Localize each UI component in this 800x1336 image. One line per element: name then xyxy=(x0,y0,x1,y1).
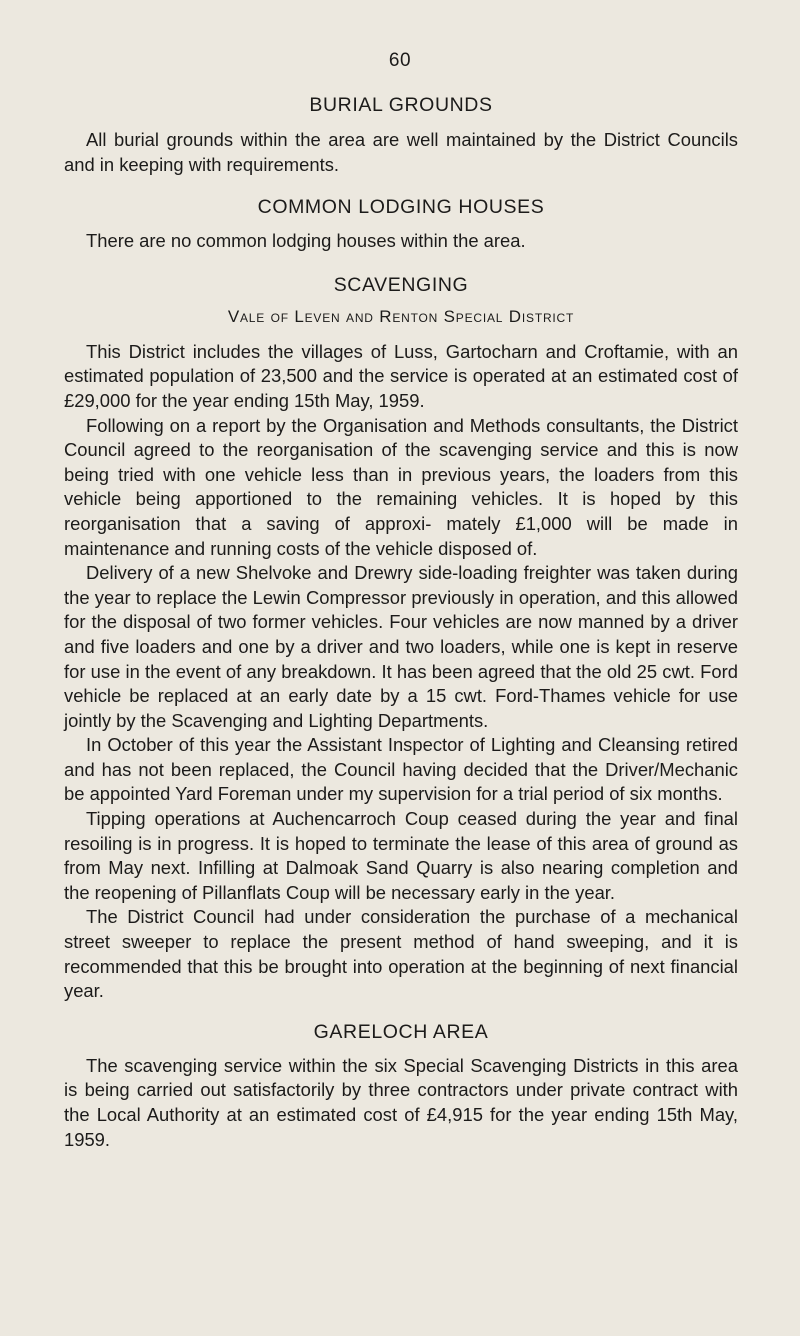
section-burial-grounds xyxy=(64,93,738,177)
paragraph: There are no common lodging houses within the area. xyxy=(86,230,526,252)
section-scavenging xyxy=(64,273,738,1004)
paragraph: In October of this year the Assistant Inspector of Lighting and Cleansing retired and has not been replaced, the Council having decided that the Driver/Mechanic be appointed Yard Foreman under my supervision for a trial period of six months. xyxy=(64,734,738,805)
paragraph: Tipping operations at Auchencarroch Coup ceased during the year and final resoiling is in progress. It is hoped to terminate the lease of this area of ground as from May next. Infilling at Dalmoak Sand Quarry is also nearing completion and the reopening of Pillanflats Coup will be necessary early in the year. xyxy=(64,808,738,903)
paragraph: The District Council had under consideration the purchase of a mechanical street sweeper to replace the present method of hand sweeping, and it is recommended that this be brought into operation at the beginning of next financial year. xyxy=(64,906,738,1002)
section-heading-gareloch-area: GARELOCH AREA xyxy=(313,1020,489,1043)
paragraph: This District includes the villages of Luss, Gartocharn and Croftamie, with an estimated population of 23,500 and the service is operated at an estimated cost of £29,000 for the year ending 15th May, 1959. xyxy=(64,340,738,411)
section-subheading-vale-of-leven: Vale of Leven and Renton Special District xyxy=(227,306,575,326)
page-number: 60 xyxy=(388,50,412,71)
section-common-lodging-houses xyxy=(64,195,738,254)
section-heading-burial-grounds: BURIAL GROUNDS xyxy=(309,94,493,116)
section-heading-scavenging: SCAVENGING xyxy=(333,273,469,296)
paragraph: The scavenging service within the six Special Scavenging Districts in this area is being carried out satisfactorily by three contractors under private contract with the Local Authority at an estimated cost of £4,915 for the year ending 15th May, 1959. xyxy=(64,1054,738,1150)
paragraph: All burial grounds within the area are well maintained by the District Councils and in keeping with requirements. xyxy=(64,129,738,175)
section-heading-common-lodging-houses: COMMON LODGING HOUSES xyxy=(257,196,545,219)
paragraph: Delivery of a new Shelvoke and Drewry side-loading freighter was taken during the year to replace the Lewin Compressor previously in operation, and this allowed for the disposal of two former vehicles. Four vehicles are now manned by a driver and five loaders and one by a driver and two loaders, while one is kept in reserve for use in the event of any breakdown. It has been agreed that the old 25 cwt. Ford vehicle be replaced at an early date by a 15 cwt. Ford-Thames vehicle for use jointly by the Scavenging and Lighting Departments. xyxy=(64,562,738,731)
paragraph: Following on a report by the Organisation and Methods consultants, the District Council agreed to the reorganisation of the scavenging service and this is now being tried with one vehicle less than in previous years, the loaders from this vehicle being apportioned to the remaining vehicles. It is hoped by this reorganisation that a saving of approxi- mately £1,000 will be made in maintenance and running costs of the vehicle disposed of. xyxy=(64,414,738,559)
section-gareloch-area xyxy=(64,1020,738,1152)
